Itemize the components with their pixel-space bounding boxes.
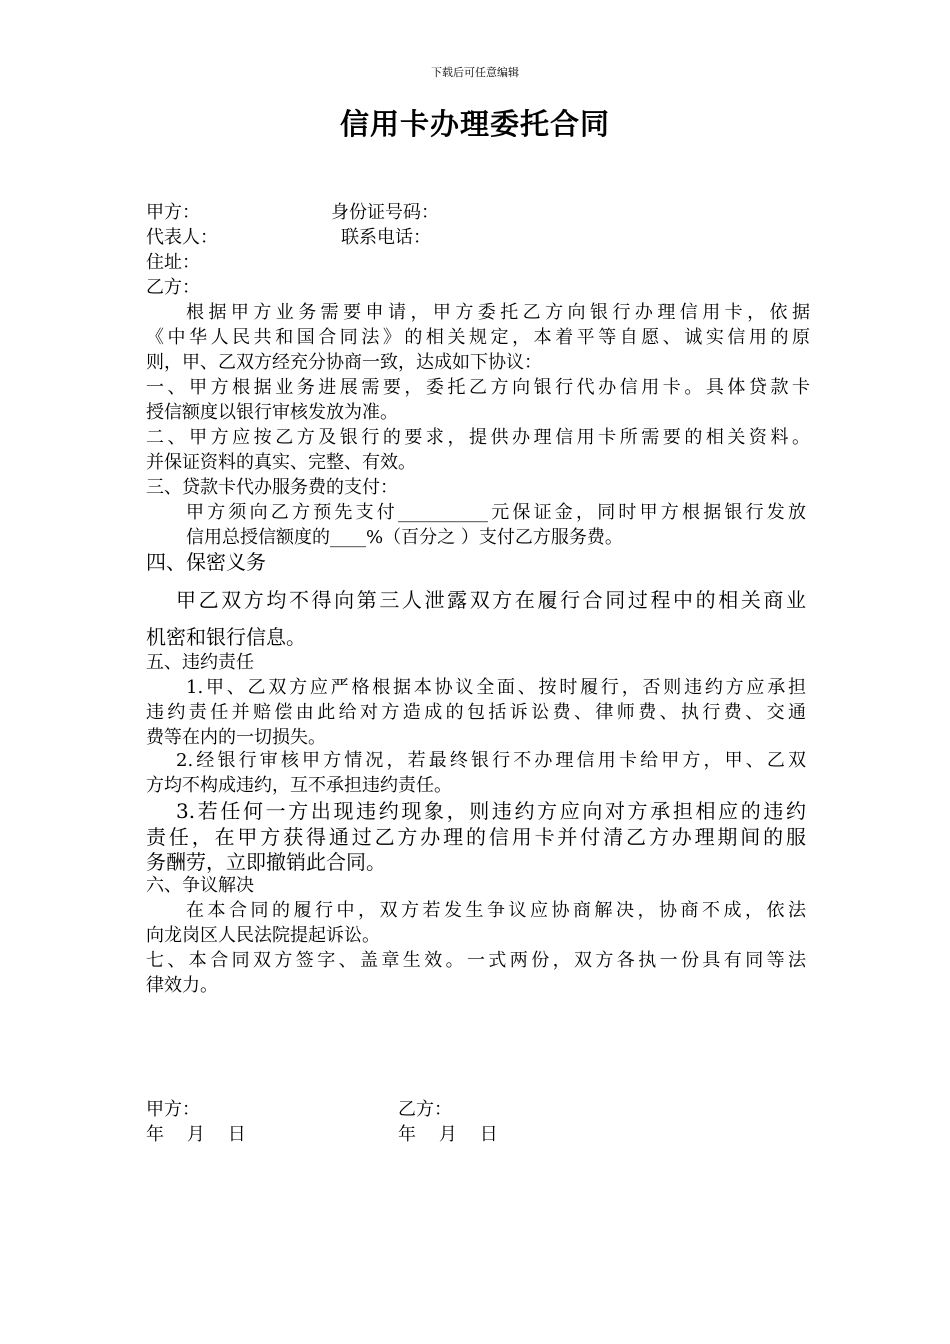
party-a-label: 甲方： [146, 202, 200, 223]
body-line: 授信额度以银行审核发放为准。 [146, 402, 398, 423]
phone-label: 联系电话： [341, 227, 431, 248]
clause-4-heading: 四、保密义务 [146, 550, 266, 574]
address-label: 住址： [146, 252, 200, 273]
body-line: 则，甲、乙双方经充分协商一致，达成如下协议： [146, 352, 542, 373]
body-line: 3.若任何一方出现违约现象，则违约方应向对方承担相应的违约 [176, 799, 806, 823]
header-note: 下载后可任意编辑 [431, 66, 519, 79]
signature-party-b-label: 乙方： [398, 1099, 452, 1120]
body-line: 机密和银行信息。 [146, 625, 306, 649]
body-line: 根据甲方业务需要申请，甲方委托乙方向银行办理信用卡，依据 [186, 302, 810, 323]
body-line: 甲乙双方均不得向第三人泄露双方在履行合同过程中的相关商业 [176, 588, 806, 612]
body-line: 《中华人民共和国合同法》的相关规定，本着平等自愿、诚实信用的原 [146, 327, 810, 348]
clause-2-heading: 二、甲方应按乙方及银行的要求，提供办理信用卡所需要的相关资料。 [146, 427, 810, 448]
signature-date-a: 年 月 日 [146, 1124, 246, 1145]
body-line: 务酬劳，立即撤销此合同。 [146, 850, 386, 874]
clause-3-heading: 三、贷款卡代办服务费的支付： [146, 477, 398, 498]
body-line: 信用总授信额度的____%（百分之 ）支付乙方服务费。 [186, 527, 623, 548]
body-line: 费等在内的一切损失。 [146, 727, 326, 748]
body-line: 律效力。 [146, 975, 218, 996]
document-title: 信用卡办理委托合同 [339, 107, 610, 141]
clause-6-heading: 六、争议解决 [146, 875, 254, 896]
clause-5-heading: 五、违约责任 [146, 652, 254, 673]
body-line: 在本合同的履行中，双方若发生争议应协商解决，协商不成，依法 [186, 900, 806, 921]
signature-party-a-label: 甲方： [146, 1099, 200, 1120]
body-line: 并保证资料的真实、完整、有效。 [146, 452, 416, 473]
body-line: 1.甲、乙双方应严格根据本协议全面、按时履行，否则违约方应承担 [186, 677, 806, 698]
representative-label: 代表人： [146, 227, 218, 248]
body-line: 责任，在甲方获得通过乙方办理的信用卡并付清乙方办理期间的服 [146, 825, 806, 849]
clause-1-heading: 一、甲方根据业务进展需要，委托乙方向银行代办信用卡。具体贷款卡 [146, 377, 810, 398]
signature-date-b: 年 月 日 [398, 1124, 498, 1145]
body-line: 甲方须向乙方预先支付__________元保证金，同时甲方根据银行发放 [186, 502, 806, 523]
party-b-label: 乙方： [146, 277, 200, 298]
body-line: 2.经银行审核甲方情况，若最终银行不办理信用卡给甲方，甲、乙双 [176, 750, 806, 771]
id-number-label: 身份证号码： [331, 202, 439, 223]
body-line: 违约责任并赔偿由此给对方造成的包括诉讼费、律师费、执行费、交通 [146, 702, 806, 723]
clause-7-heading: 七、本合同双方签字、盖章生效。一式两份，双方各执一份具有同等法 [146, 950, 806, 971]
body-line: 向龙岗区人民法院提起诉讼。 [146, 925, 380, 946]
body-line: 方均不构成违约，互不承担违约责任。 [146, 775, 452, 796]
